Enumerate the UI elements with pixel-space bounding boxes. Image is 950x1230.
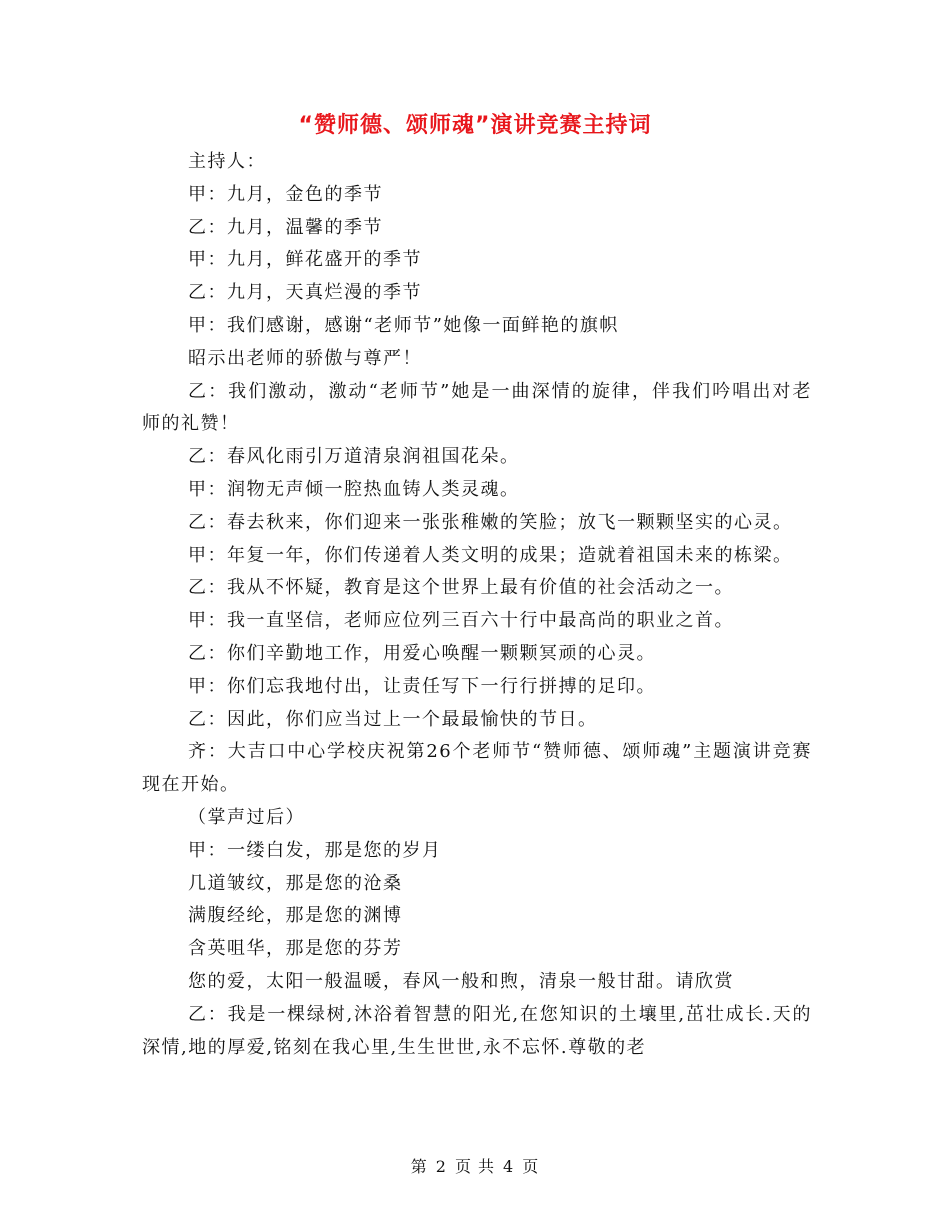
paragraph: 乙：春去秋来，你们迎来一张张稚嫩的笑脸；放飞一颗颗坚实的心灵。 [188,511,793,533]
paragraph: 您的爱，太阳一般温暖，春风一般和煦，清泉一般甘甜。请欣赏 [188,970,734,992]
page-footer [0,1154,950,1177]
paragraph: 乙：我从不怀疑，教育是这个世界上最有价值的社会活动之一。 [188,577,734,599]
paragraph: 甲：一缕白发，那是您的岁月 [188,839,442,861]
paragraph: 甲：年复一年，你们传递着人类文明的成果；造就着祖国未来的栋梁。 [188,544,793,566]
paragraph: 乙：我是一棵绿树,沐浴着智慧的阳光,在您知识的土壤里,茁壮成长.天的深情,地的厚爱,铭刻在我心里,生生世世,永不忘怀.尊敬的老 [142,1003,812,1058]
paragraph: （掌声过后） [188,806,305,828]
paragraph: 甲：九月，金色的季节 [188,183,383,205]
footer-middle: 页 共 [454,1157,496,1176]
document-title: “赞师德、颂师魂”演讲竞赛主持词 [298,113,652,138]
paragraph: 主持人： [188,151,266,172]
document-body [142,146,812,1064]
paragraph: 满腹经纶，那是您的渊博 [188,905,403,927]
paragraph: 几道皱纹，那是您的沧桑 [188,872,403,894]
paragraph: 昭示出老师的骄傲与尊严！ [188,347,422,369]
paragraph: 甲：九月，鲜花盛开的季节 [188,249,422,271]
paragraph: 乙：我们激动，激动“老师节”她是一曲深情的旋律，伴我们吟唱出对老师的礼赞！ [142,380,812,435]
total-pages-number: 4 [503,1157,515,1176]
paragraph: 甲：我们感谢，感谢“老师节”她像一面鲜艳的旗帜 [188,314,619,336]
current-page-number: 2 [435,1157,447,1176]
paragraph: 乙：因此，你们应当过上一个最最愉快的节日。 [188,708,598,730]
paragraph: 甲：你们忘我地付出，让责任写下一行行拼搏的足印。 [188,675,656,697]
footer-prefix: 第 [410,1157,428,1176]
paragraph: 齐：大吉口中心学校庆祝第26个老师节“赞师德、颂师魂”主题演讲竞赛现在开始。 [142,741,812,796]
paragraph: 乙：九月，天真烂漫的季节 [188,282,422,304]
paragraph: 乙：春风化雨引万道清泉润祖国花朵。 [188,446,520,468]
paragraph: 甲：润物无声倾一腔热血铸人类灵魂。 [188,478,520,500]
paragraph: 乙：你们辛勤地工作，用爱心唤醒一颗颗冥顽的心灵。 [188,642,656,664]
footer-suffix: 页 [522,1157,540,1176]
paragraph: 甲：我一直坚信，老师应位列三百六十行中最高尚的职业之首。 [188,610,734,632]
paragraph: 含英咀华，那是您的芬芳 [188,938,403,960]
paragraph: 乙：九月，温馨的季节 [188,216,383,238]
